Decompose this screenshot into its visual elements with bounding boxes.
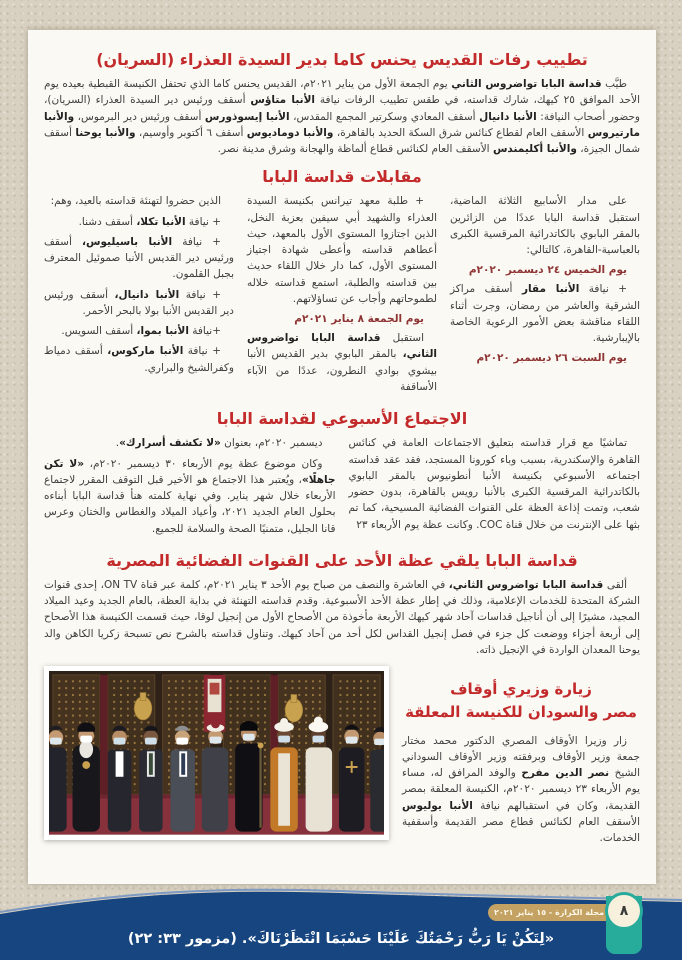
meetings-intro: على مدار الأسابيع الثلاثة الماضية، استقبل قداسة البابا عددًا من الزائرين بالمقر البابوي بالكاتدرائية المرقسية الكبرى بالعباسية-القاهرة، كالتالي:	[450, 195, 640, 257]
visit-section	[44, 666, 640, 850]
meetings-item: +نيافة الأنبا بموا، أسقف السويس.	[61, 325, 221, 338]
weekly-paragraph: تماشيًا مع قرار قداسته بتعليق الاجتماعات العامة في كنائس القاهرة والإسكندرية، بسبب وباء كورونا المستجد، فقد عقد قداسته اجتماعه الأسبوعي بكنيسة الأنبا أنطونيوس بالمقر البابوي بالكاتدرائية المرقسية الكبرى بالأنبا رويس بالقاهرة، بدون حضور شعب، وتمت إذاعة العظة على القنوات الفضائية المسيحية، كما تم بثها على الإنترنت من خلال قناة COC. وكانت عظة يوم الأربعاء ٢٣	[348, 437, 640, 531]
meetings-item: + نيافة الأنبا باسيليوس، أسقف ورئيس دير القديس الأنبا صموئيل المعترف بجبل القلمون.	[44, 235, 234, 281]
visit-text-column	[402, 666, 640, 850]
section-title-meetings: مقابلات قداسة البابا	[262, 167, 422, 187]
meetings-item: + نيافة الأنبا ماركوس، أسقف دمياط وكفرالشيخ والبراري.	[44, 345, 234, 374]
page-number-badge: ٨	[605, 892, 643, 930]
content-panel	[28, 30, 656, 884]
meetings-column-right	[450, 193, 640, 399]
weekly-paragraph: وكان موضوع عظة يوم الأربعاء ٣٠ ديسمبر ٢٠٢٠م، «لا تكن جاهلًا»، ويُعتبر هذا الاجتماع هو الأخير قبل التوقف المقرر لاجتماع الأربعاء خلال شهر يناير. وفي نهاية كلمته هنأ قداسة البابا أبناءه بحلول العام الجديد ٢٠٢١، وأعياد الميلاد والغطاس والختان وعرس قانا الجليل، متمنيًا الصحة والسلامة للجميع.	[44, 457, 336, 535]
meetings-columns	[44, 193, 640, 399]
group-photo	[44, 666, 389, 840]
footer-band	[0, 884, 682, 960]
footer-psalm-verse: «لِتَكُنْ يَا رَبُّ رَحْمَتُكَ عَلَيْنَا حَسْبَمَا انْتَظَرْنَاكَ». (مزمور ٣٣: ٢٢)	[127, 931, 555, 947]
weekly-column-right	[349, 435, 641, 541]
meeting-date-heading: يوم السبت ٢٦ ديسمبر ٢٠٢٠م	[476, 352, 627, 365]
weekly-columns	[44, 435, 640, 541]
issue-date-banner: مجلة الكرازة - ١٥ يناير ٢٠٢١	[488, 904, 610, 921]
meeting-date-heading: يوم الجمعة ٨ يناير ٢٠٢١م	[294, 313, 424, 326]
section-title-relics: تطييب رفات القديس يحنس كاما بدير السيدة العذراء (السريان)	[96, 50, 588, 69]
section-title-sunday-sermon: قداسة البابا يلقي عظة الأحد على القنوات الفضائية المصرية	[106, 550, 578, 570]
sermon-paragraph: ألقى قداسة البابا تواضروس الثاني، في العاشرة والنصف من صباح يوم الأحد ٣ يناير ٢٠٢١م، كلمة عبر قناة ON TV، إحدى قنوات الشركة المتحدة للخدمات الإعلامية، وذلك في إطار عظة الأحد الأسبوعية. وقدم قداسته التهنئة في بداية العظة، بالعام الجديد وعيد الميلاد المجيد، مشيرًا إلى أن أناجيل قداسات آحاد شهر كيهك الأربعة مأخوذة من الأصحاح الأول من إنجيل لوقا، حيث قسمت الكنيسة هذا الأصحاح إلى أربعة أجزاء ووضعت كل جزء في فصل إنجيل القداس لكل أحد من آحاد كيهك. وتناول قداسته بالشرح نص تسبحة زكريا الكاهن والد يوحنا المعدان الواردة في الإنجيل ذاته.	[44, 578, 640, 656]
section-title-awqaf-visit: زيارة وزيري أوقاف مصر والسودان للكنيسة المعلقة	[405, 680, 637, 722]
meetings-item: الذين حضروا لتهنئة قداسته بالعيد، وهم:	[50, 195, 221, 208]
meeting-date-heading: يوم الخميس ٢٤ ديسمبر ٢٠٢٠م	[468, 264, 627, 277]
meetings-item: + نيافة الأنبا مقار أسقف مراكز الشرقية والعاشر من رمضان، وجرت أثناء اللقاء مناقشة بعض الأمور الرعوية الخاصة بالإيبارشية.	[450, 283, 640, 345]
meetings-item: + طلبة معهد تيرانس بكنيسة السيدة العذراء والشهيد أبي سيفين بعزبة النخل، الذين اجتازوا المستوى الأول بالمعهد، حيث أعطاهم قداسته وأعطى شهادة اجتياز المستوى الأول، كما دار خلال اللقاء حديث بين قداسته والطلبة، استمع قداسته خلاله لطموحاتهم وأجاب عن تساؤلاتهم.	[247, 195, 437, 305]
weekly-paragraph: ديسمبر ٢٠٢٠م، بعنوان «لا تكشف أسرارك».	[115, 437, 323, 450]
section-title-weekly-meeting: الاجتماع الأسبوعي لقداسة البابا	[216, 409, 468, 429]
meetings-item: + نيافة الأنبا تكلا، أسقف دشنا.	[78, 215, 221, 228]
meetings-column-left	[44, 193, 234, 399]
weekly-column-left	[44, 435, 336, 541]
meetings-item: استقبل قداسة البابا تواضروس الثاني، بالمقر البابوي بدير القديس الأنبا بيشوي بوادي النطرون، عددًا من الآباء الأساقفة	[247, 332, 437, 393]
group-photo-illustration	[49, 671, 384, 835]
relics-paragraph: طيَّب قداسة البابا تواضروس الثاني يوم الجمعة الأول من يناير ٢٠٢١م، القديس يحنس كاما الذي تحتفل الكنيسة القبطية بعيده يوم الأحد الموافق ٢٥ كيهك، شارك قداسته، في طقس تطييب الرفات نيافة الأنبا متاؤس أسقف ورئيس دير السيدة العذراء (السريان)، وحضور أصحاب النيافة: الأنبا دانيال أسقف المعادي وسكرتير المجمع المقدس، الأنبا إيسوذورس أسقف ورئيس دير البرموس، والأنبا مارتيروس الأسقف العام لقطاع كنائس شرق السكة الحديد بالقاهرة، والأنبا دوماديوس أسقف ٦ أكتوبر وأوسيم، والأنبا يوحنا أسقف شمال الجيزة، والأنبا أكليمندس الأسقف العام لكنائس قطاع ألماظة والهجانة وشرق مدينة نصر.	[44, 78, 641, 156]
meetings-column-middle	[247, 193, 437, 399]
visit-paragraph: زار وزيرا الأوقاف المصري الدكتور محمد مختار جمعة وزير الأوقاف وبرفقته وزير الأوقاف السوداني الشيخ نصر الدين مفرح والوفد المرافق له، مساء يوم الأربعاء ٢٣ ديسمبر ٢٠٢٠م، الكنيسة المعلقة بمصر القديمة، وكان في استقبالهم نيافة الأنبا يوليوس الأسقف العام لكنائس قطاع مصر القديمة وأسقفية الخدمات.	[402, 734, 640, 845]
meetings-item: + نيافة الأنبا دانيال، أسقف ورئيس دير القديس الأنبا بولا بالبحر الأحمر.	[44, 288, 234, 317]
